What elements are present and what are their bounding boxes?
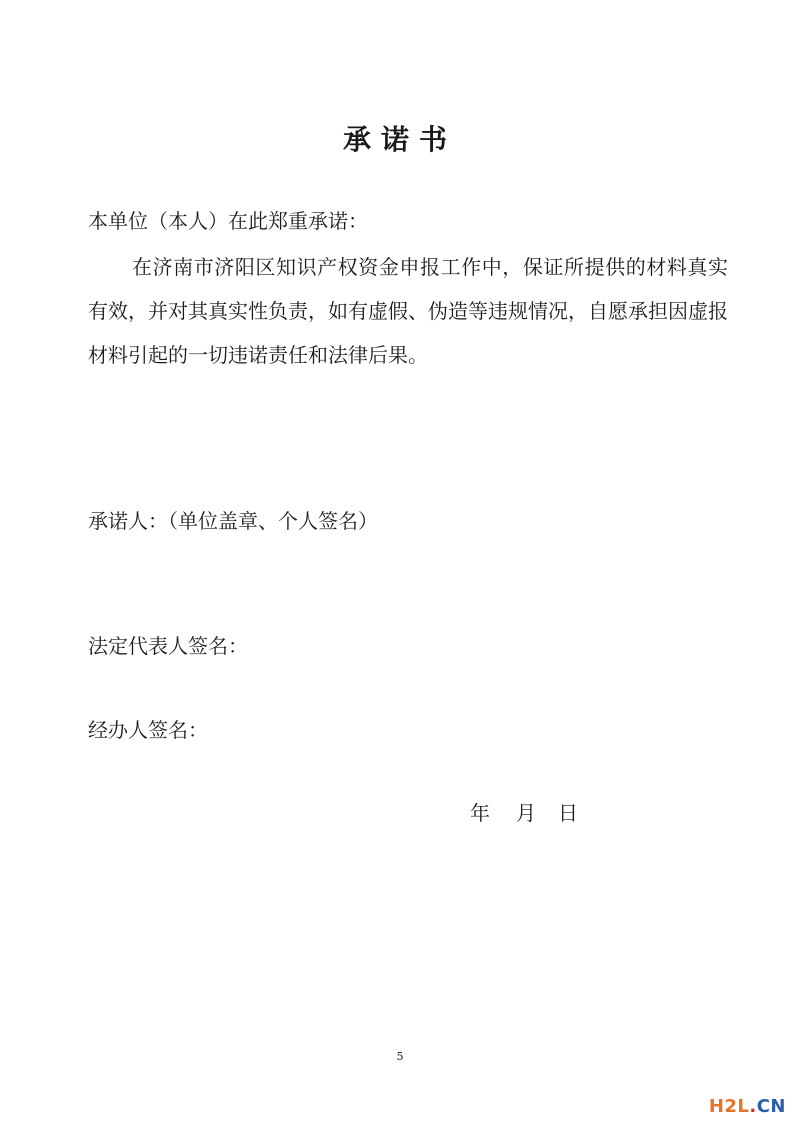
watermark-part-2: . [749,1096,757,1117]
page-number: 5 [396,1050,404,1063]
date-line [470,797,578,826]
watermark-part-1: H2L [708,1096,750,1117]
intro-line: 本单位（本人）在此郑重承诺： [88,209,368,233]
date-month: 月 [516,801,536,825]
date-year: 年 [470,801,490,825]
promisor-signature-label: 承诺人：（单位盖章、个人签名） [88,509,378,533]
commitment-paragraph: 在济南市济阳区知识产权资金申报工作中，保证所提供的材料真实有效，并对其真实性负责，如有虚假、伪造等违规情况，自愿承担因虚报材料引起的一切违诺责任和法律后果。 [88,255,728,367]
date-day: 日 [558,801,578,825]
handler-signature-label: 经办人签名： [88,718,208,742]
legal-representative-signature-label: 法定代表人签名： [88,634,248,658]
watermark-part-3: CN [756,1096,786,1117]
site-watermark [709,1096,786,1117]
document-title: 承诺书 [342,123,457,156]
